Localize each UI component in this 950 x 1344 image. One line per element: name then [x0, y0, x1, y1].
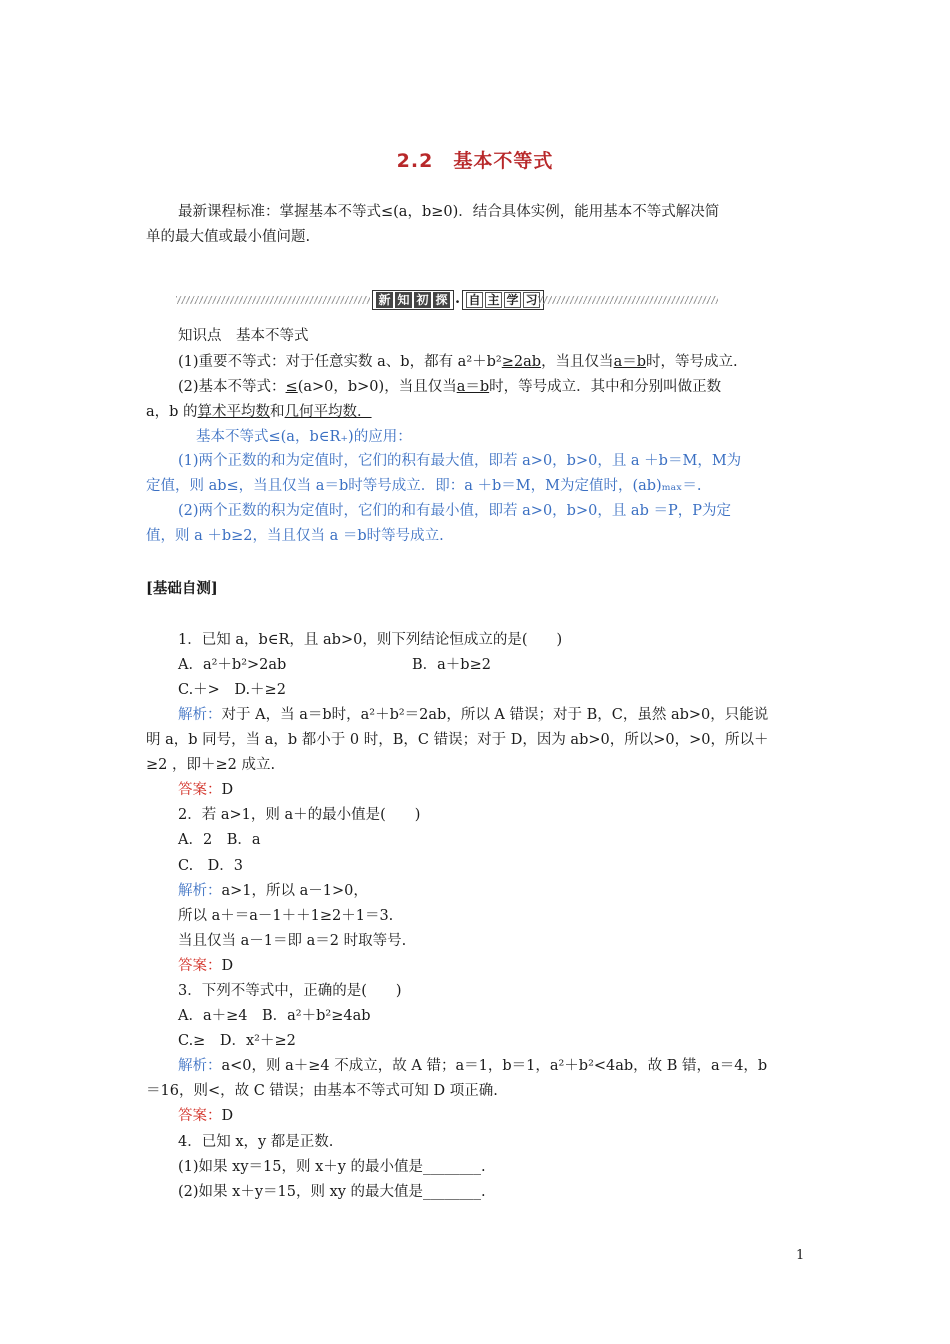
intro-line-2: 单的最大值或最小值问题. — [146, 229, 311, 245]
question-1-analysis-line: 明 a，b 同号，当 a，b 都小于 0 时，B，C 错误；对于 D，因为 ab>0，所以>0，>0，所以＋ — [146, 732, 769, 748]
analysis-text: a>1，所以 a－1>0， — [221, 883, 368, 899]
blank-answer: ≤ — [285, 379, 298, 395]
banner-char: 自 — [466, 292, 483, 308]
answer-label: 答案： — [178, 958, 222, 974]
banner-hatch-left — [176, 296, 370, 304]
question-3-analysis-line: ＝16，则<，故 C 错误；由基本不等式可知 D 项正确. — [146, 1083, 498, 1099]
answer-value: D — [221, 1108, 234, 1124]
section-heading: [基础自测] — [146, 580, 218, 597]
knowledge-point-1 — [178, 352, 738, 372]
question-2-stem: 2．若 a>1，则 a＋的最小值是( ) — [178, 807, 421, 823]
text: 和 — [270, 404, 285, 420]
banner-tag-left — [372, 290, 454, 310]
text: 时，等号成立．其中和分别叫做正数 — [489, 379, 722, 395]
section-banner — [176, 290, 718, 310]
question-1-option-b: B．a＋b≥2 — [412, 657, 491, 673]
question-4-part-1: (1)如果 xy＝15，则 x＋y 的最小值是________. — [178, 1159, 486, 1175]
intro-line-1: 最新课程标准：掌握基本不等式≤(a，b≥0)．结合具体实例，能用基本不等式解决简 — [178, 204, 720, 220]
note-line: (1)两个正数的和为定值时，它们的积有最大值，即若 a>0，b>0，且 a ＋b＝M，M为 — [178, 453, 742, 469]
analysis-label: 解析： — [178, 1058, 222, 1074]
note-line: (2)两个正数的积为定值时，它们的和有最小值，即若 a>0，b>0，且 ab ＝P，P为定 — [178, 503, 731, 519]
banner-char: 学 — [504, 292, 521, 308]
analysis-text: 对于 A，当 a＝b时，a²＋b²＝2ab，所以 A 错误；对于 B，C，虽然 ab>0，只能说 — [221, 707, 769, 723]
banner-tag-right — [462, 290, 544, 310]
page-number: 1 — [796, 1248, 805, 1263]
knowledge-point-2-cont — [146, 402, 372, 422]
analysis-label: 解析： — [178, 707, 222, 723]
answer-label: 答案： — [178, 782, 222, 798]
banner-char: 初 — [414, 292, 431, 308]
analysis-label: 解析： — [178, 883, 222, 899]
question-4-part-2: (2)如果 x＋y＝15，则 xy 的最大值是________. — [178, 1184, 486, 1200]
blank-answer: ≥2ab — [501, 354, 542, 370]
knowledge-heading: 知识点 基本不等式 — [178, 328, 309, 344]
banner-char: 新 — [376, 292, 393, 308]
question-1-analysis-line: ≥2 ，即＋≥2 成立. — [146, 757, 276, 773]
question-2-answer — [178, 956, 233, 976]
question-3-analysis — [178, 1056, 767, 1076]
question-2-analysis-line: 当且仅当 a－1＝即 a＝2 时取等号. — [178, 933, 407, 949]
banner-char: 探 — [433, 292, 450, 308]
banner-dot: · — [455, 294, 461, 311]
text: ，当且仅当 — [541, 354, 614, 370]
question-1-stem: 1．已知 a，b∈R，且 ab>0，则下列结论恒成立的是( ) — [178, 632, 563, 648]
text: (1)重要不等式：对于任意实数 a、b，都有 a²＋b² — [178, 354, 502, 370]
banner-char: 习 — [523, 292, 540, 308]
question-4-stem: 4．已知 x，y 都是正数. — [178, 1134, 334, 1150]
blank-answer: a＝b — [456, 379, 490, 395]
text: (a>0，b>0)，当且仅当 — [297, 379, 457, 395]
blank-answer: 算术平均数 — [197, 404, 271, 420]
question-3-options-ab: A．a＋≥4 B．a²＋b²≥4ab — [178, 1008, 371, 1024]
banner-hatch-right — [538, 296, 718, 304]
question-2-analysis — [178, 881, 368, 901]
answer-label: 答案： — [178, 1108, 222, 1124]
text: a，b 的 — [146, 404, 198, 420]
answer-value: D — [221, 782, 234, 798]
note-heading: 基本不等式≤(a，b∈R₊)的应用： — [196, 429, 412, 445]
question-1-answer — [178, 780, 233, 800]
banner-char: 主 — [485, 292, 502, 308]
question-2-options-cd: C. D．3 — [178, 858, 244, 874]
analysis-text: a<0，则 a＋≥4 不成立，故 A 错；a＝1，b＝1，a²＋b²<4ab，故 B 错，a＝4，b — [221, 1058, 768, 1074]
question-1-analysis — [178, 705, 768, 725]
question-1-options-cd: C.＋> D.＋≥2 — [178, 682, 286, 698]
question-1-option-a: A．a²＋b²>2ab — [178, 657, 287, 673]
blank-answer: a＝b — [613, 354, 646, 370]
banner-char: 知 — [395, 292, 412, 308]
answer-value: D — [221, 958, 234, 974]
text: 时，等号成立. — [646, 354, 738, 370]
page-title: 2.2 基本不等式 — [396, 150, 554, 172]
question-2-analysis-line: 所以 a＋＝a－1＋＋1≥2＋1＝3. — [178, 908, 394, 924]
text: (2)基本不等式： — [178, 379, 286, 395]
note-line: 值，则 a ＋b≥2，当且仅当 a ＝b时等号成立. — [146, 528, 444, 544]
blank-answer: 几何平均数． — [284, 404, 372, 420]
question-3-options-cd: C.≥ D．x²＋≥2 — [178, 1033, 296, 1049]
knowledge-point-2 — [178, 377, 721, 397]
question-3-stem: 3．下列不等式中，正确的是( ) — [178, 983, 402, 999]
question-2-options-ab: A．2 B．a — [178, 832, 261, 848]
question-3-answer — [178, 1106, 233, 1126]
note-line: 定值，则 ab≤，当且仅当 a＝b时等号成立．即：a ＋b＝M，M为定值时，(ab)ₘₐₓ＝. — [146, 478, 702, 494]
